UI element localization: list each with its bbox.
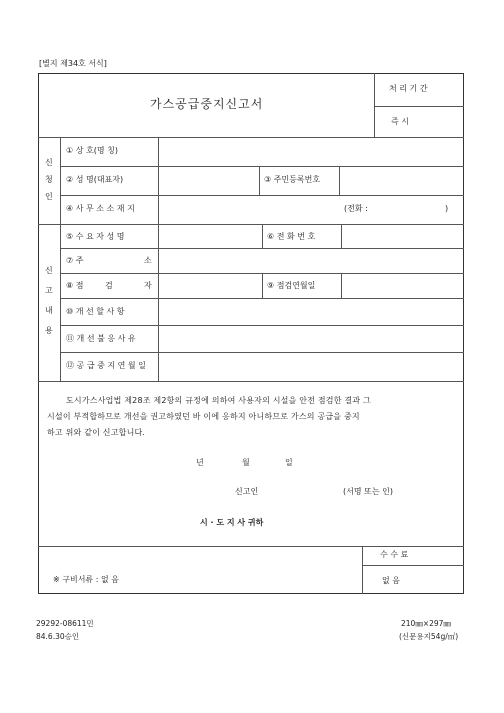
date-year: 년 — [196, 458, 204, 467]
form-number-tag: [별지 제34호 서식] — [39, 59, 107, 68]
section-divider — [38, 224, 464, 225]
content-label-char: 고 — [45, 286, 53, 295]
content-label-char: 내 — [45, 306, 53, 315]
trade-name-label: ① 상 호(명 칭) — [66, 146, 118, 155]
cell-divider — [341, 273, 342, 298]
approval-date: 84.6.30승인 — [36, 632, 80, 641]
consumer-name-label: ⑤ 수 요 자 성 명 — [66, 232, 125, 241]
cell-divider — [339, 166, 340, 195]
inspector-label-mid: 검 — [105, 281, 113, 290]
representative-label: ② 성 명(대표자) — [66, 175, 124, 184]
label-column-divider — [158, 137, 159, 381]
divider — [374, 106, 464, 107]
improvement-items-label: ⑩ 개 선 할 사 항 — [66, 307, 125, 316]
divider — [374, 73, 375, 137]
row-divider — [60, 166, 464, 167]
signature-label: (서명 또는 인) — [343, 487, 393, 496]
applicant-label-char: 청 — [45, 175, 53, 184]
row-divider — [60, 248, 464, 249]
phone-number-label: ⑥ 전 화 번 호 — [267, 232, 316, 241]
cell-divider — [341, 224, 342, 248]
cell-divider — [362, 546, 363, 594]
address-label-end: 소 — [144, 256, 152, 265]
office-phone-label: (전화 : — [344, 204, 368, 213]
fee-value: 없 음 — [382, 576, 400, 585]
supply-stop-date-label: ⑫ 공 급 중 지 연 월 일 — [66, 361, 146, 370]
applicant-label-char: 인 — [45, 192, 53, 201]
row-divider — [60, 298, 464, 299]
section-divider — [38, 381, 464, 382]
date-month: 월 — [242, 458, 250, 467]
processing-period-value: 즉 시 — [391, 117, 409, 126]
paper-size: 210㎜×297㎜ — [401, 619, 451, 628]
content-label-char: 용 — [45, 326, 53, 335]
processing-period-header: 처 리 기 간 — [389, 84, 428, 93]
fee-header: 수 수 료 — [380, 550, 409, 559]
form-code: 29292-08611민 — [36, 619, 94, 628]
required-documents: ※ 구비서류 : 없 음 — [53, 575, 119, 584]
cell-divider — [259, 166, 260, 195]
statement-line: 시설이 부적합하므로 개선을 권고하였던 바 이에 응하지 아니하므로 가스의 공급을 중지 — [47, 412, 360, 421]
cell-divider — [362, 565, 464, 566]
address-label: ⑦ 주 — [66, 256, 84, 265]
date-day: 일 — [285, 458, 293, 467]
inspector-label-end: 자 — [144, 281, 152, 290]
refusal-reason-label: ⑪ 개 선 불 응 사 유 — [66, 334, 136, 343]
divider — [38, 137, 464, 138]
row-divider — [60, 325, 464, 326]
applicant-label-char: 신 — [45, 158, 53, 167]
inspector-label: ⑧ 점 — [66, 281, 84, 290]
content-label-char: 신 — [45, 266, 53, 275]
cell-divider — [262, 273, 263, 298]
office-phone-close: ) — [445, 204, 449, 213]
section-divider — [60, 137, 61, 381]
addressee: 시 · 도 지 사 귀하 — [200, 518, 264, 527]
row-divider — [60, 352, 464, 353]
section-divider — [38, 546, 464, 547]
statement-line: 도시가스사업법 제28조 제2항의 규정에 의하여 사용자의 시설을 안전 점검한 결과 그 — [66, 396, 371, 405]
statement-line: 하고 위와 같이 신고합니다. — [47, 428, 146, 437]
reporter-label: 신고인 — [235, 487, 259, 496]
resident-number-label: ③ 주민등록번호 — [264, 175, 321, 184]
form-title: 가스공급중지신고서 — [150, 97, 264, 111]
cell-divider — [262, 224, 263, 248]
row-divider — [60, 195, 464, 196]
inspection-date-label: ⑨ 점검연월일 — [267, 281, 316, 290]
office-address-label: ④ 사 무 소 소 재 지 — [66, 204, 135, 213]
paper-type: (신문용지54g/㎡) — [399, 632, 459, 641]
